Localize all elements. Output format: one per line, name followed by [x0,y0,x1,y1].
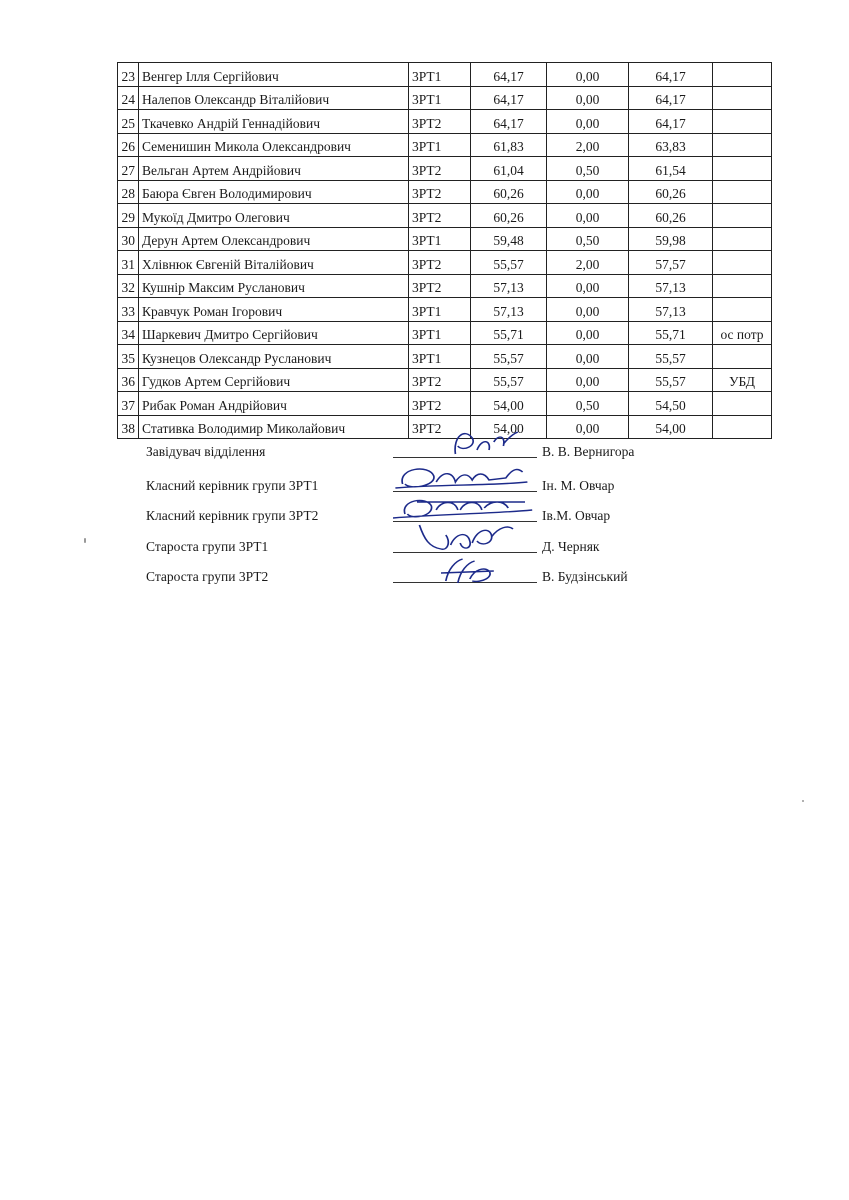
average-score: 60,26 [471,204,547,228]
row-number: 30 [118,227,139,251]
bonus-points: 0,00 [547,274,629,298]
rating-table [117,62,772,439]
row-note [713,415,772,439]
signature-row [146,563,666,587]
scan-speck [802,800,804,802]
student-name: Венгер Ілля Сергійович [139,63,409,87]
total-score: 64,17 [629,110,713,134]
student-name: Мукоїд Дмитро Олегович [139,204,409,228]
average-score: 59,48 [471,227,547,251]
table-row [118,133,772,157]
handwritten-signature [393,549,537,589]
row-number: 34 [118,321,139,345]
student-group: 3РТ2 [409,274,471,298]
table-row [118,251,772,275]
table-row [118,227,772,251]
signer-position: Завідувач відділення [146,444,266,459]
total-score: 63,83 [629,133,713,157]
bonus-points: 0,00 [547,368,629,392]
row-note [713,110,772,134]
student-group: 3РТ2 [409,110,471,134]
total-score: 60,26 [629,204,713,228]
rating-table-body [118,63,772,439]
row-note [713,392,772,416]
student-name: Шаркевич Дмитро Сергійович [139,321,409,345]
total-score: 55,71 [629,321,713,345]
total-score: 60,26 [629,180,713,204]
student-name: Баюра Євген Володимирович [139,180,409,204]
signer-name: В. Будзінський [542,569,628,584]
row-note [713,63,772,87]
table-row [118,110,772,134]
student-group: 3РТ1 [409,133,471,157]
total-score: 64,17 [629,86,713,110]
student-name: Хлівнюк Євгеній Віталійович [139,251,409,275]
average-score: 61,04 [471,157,547,181]
table-row [118,86,772,110]
row-number: 38 [118,415,139,439]
total-score: 54,00 [629,415,713,439]
total-score: 57,13 [629,274,713,298]
row-note [713,274,772,298]
bonus-points: 0,50 [547,392,629,416]
signer-position: Класний керівник групи 3РТ2 [146,508,319,523]
total-score: 55,57 [629,368,713,392]
student-name: Вельган Артем Андрійович [139,157,409,181]
average-score: 60,26 [471,180,547,204]
total-score: 64,17 [629,63,713,87]
table-row [118,392,772,416]
row-number: 37 [118,392,139,416]
signer-position: Староста групи 3РТ2 [146,569,269,584]
student-group: 3РТ1 [409,298,471,322]
average-score: 57,13 [471,274,547,298]
student-name: Стативка Володимир Миколайович [139,415,409,439]
student-group: 3РТ1 [409,63,471,87]
average-score: 61,83 [471,133,547,157]
table-row [118,274,772,298]
average-score: 55,57 [471,251,547,275]
student-name: Семенишин Микола Олександрович [139,133,409,157]
signer-name: В. В. Вернигора [542,444,635,459]
average-score: 55,57 [471,345,547,369]
student-group: 3РТ2 [409,368,471,392]
student-group: 3РТ1 [409,86,471,110]
student-group: 3РТ2 [409,392,471,416]
average-score: 64,17 [471,86,547,110]
student-name: Кузнецов Олександр Русланович [139,345,409,369]
signer-name: Ін. М. Овчар [542,478,615,493]
student-group: 3РТ1 [409,227,471,251]
signer-name: Ів.М. Овчар [542,508,611,523]
row-number: 31 [118,251,139,275]
average-score: 54,00 [471,415,547,439]
student-group: 3РТ1 [409,345,471,369]
average-score: 55,57 [471,368,547,392]
row-note [713,298,772,322]
student-group: 3РТ2 [409,204,471,228]
student-group: 3РТ2 [409,415,471,439]
row-note [713,133,772,157]
row-note [713,251,772,275]
student-group: 3РТ2 [409,180,471,204]
table-row [118,298,772,322]
average-score: 54,00 [471,392,547,416]
table-row [118,368,772,392]
total-score: 57,13 [629,298,713,322]
student-name: Кравчук Роман Ігорович [139,298,409,322]
row-number: 36 [118,368,139,392]
student-group: 3РТ2 [409,157,471,181]
bonus-points: 0,00 [547,321,629,345]
table-row [118,345,772,369]
table-row [118,204,772,228]
bonus-points: 0,00 [547,345,629,369]
average-score: 55,71 [471,321,547,345]
signer-position: Класний керівник групи 3РТ1 [146,478,319,493]
total-score: 61,54 [629,157,713,181]
row-number: 32 [118,274,139,298]
row-note [713,157,772,181]
row-note [713,227,772,251]
row-note [713,204,772,228]
total-score: 54,50 [629,392,713,416]
student-name: Налепов Олександр Віталійович [139,86,409,110]
student-name: Ткачевко Андрій Геннадійович [139,110,409,134]
signer-name: Д. Черняк [542,539,600,554]
row-number: 29 [118,204,139,228]
bonus-points: 0,00 [547,415,629,439]
total-score: 57,57 [629,251,713,275]
row-number: 25 [118,110,139,134]
row-number: 27 [118,157,139,181]
bonus-points: 0,00 [547,180,629,204]
table-row [118,157,772,181]
student-name: Гудков Артем Сергійович [139,368,409,392]
row-number: 33 [118,298,139,322]
row-number: 24 [118,86,139,110]
row-number: 35 [118,345,139,369]
row-number: 23 [118,63,139,87]
signer-position: Староста групи 3РТ1 [146,539,269,554]
student-name: Рибак Роман Андрійович [139,392,409,416]
row-note [713,345,772,369]
bonus-points: 0,50 [547,157,629,181]
student-group: 3РТ2 [409,251,471,275]
average-score: 64,17 [471,110,547,134]
average-score: 64,17 [471,63,547,87]
bonus-points: 0,00 [547,110,629,134]
bonus-points: 0,00 [547,298,629,322]
bonus-points: 2,00 [547,251,629,275]
student-name: Кушнір Максим Русланович [139,274,409,298]
table-row [118,321,772,345]
row-note: УБД [713,368,772,392]
row-number: 26 [118,133,139,157]
table-row [118,180,772,204]
total-score: 55,57 [629,345,713,369]
bonus-points: 0,00 [547,63,629,87]
bonus-points: 2,00 [547,133,629,157]
total-score: 59,98 [629,227,713,251]
bonus-points: 0,00 [547,204,629,228]
row-number: 28 [118,180,139,204]
row-note [713,180,772,204]
row-note: ос потр [713,321,772,345]
student-group: 3РТ1 [409,321,471,345]
bonus-points: 0,00 [547,86,629,110]
bonus-points: 0,50 [547,227,629,251]
scan-speck [84,538,86,543]
average-score: 57,13 [471,298,547,322]
row-note [713,86,772,110]
student-name: Дерун Артем Олександрович [139,227,409,251]
table-row [118,63,772,87]
